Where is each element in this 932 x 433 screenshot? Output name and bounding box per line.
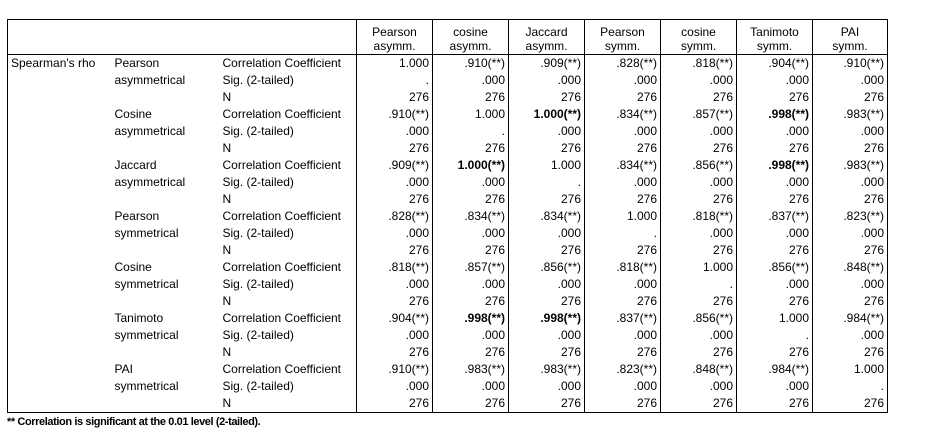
row-variable-label-line: Pearson	[114, 56, 160, 70]
column-header-line: PAI	[840, 25, 860, 39]
row-variable-label-line: PAI	[114, 362, 133, 376]
coefficient-cell: 1.000	[509, 157, 585, 174]
coefficient-cell: .904(**)	[737, 55, 813, 73]
coefficient-cell: .983(**)	[433, 361, 509, 378]
statistic-label: N	[220, 89, 357, 106]
significance-cell: .000	[661, 327, 737, 344]
statistic-label: Sig. (2-tailed)	[220, 276, 357, 293]
n-cell: 276	[585, 242, 661, 259]
coefficient-cell: 1.000	[585, 208, 661, 225]
significance-cell: .000	[509, 327, 585, 344]
statistic-label: N	[220, 293, 357, 310]
coefficient-cell: .823(**)	[585, 361, 661, 378]
coefficient-cell: .818(**)	[661, 55, 737, 73]
coefficient-cell: .983(**)	[813, 106, 888, 123]
coefficient-cell: .828(**)	[585, 55, 661, 73]
statistic-label: Sig. (2-tailed)	[220, 174, 357, 191]
coefficient-cell: .856(**)	[661, 157, 737, 174]
significance-cell: .000	[737, 378, 813, 395]
n-cell: 276	[661, 293, 737, 310]
n-cell: 276	[433, 89, 509, 106]
n-cell: 276	[813, 140, 888, 157]
statistic-label: N	[220, 242, 357, 259]
significance-cell: .000	[585, 123, 661, 140]
significance-cell: .000	[357, 276, 433, 293]
significance-cell: .000	[357, 174, 433, 191]
coefficient-cell: .983(**)	[509, 361, 585, 378]
statistic-label: Correlation Coefficient	[220, 259, 357, 276]
coefficient-cell: .823(**)	[813, 208, 888, 225]
significance-cell: .	[509, 174, 585, 191]
significance-cell: .000	[661, 123, 737, 140]
statistic-label: N	[220, 191, 357, 208]
row-variable-label-line: Cosine	[114, 260, 152, 274]
n-cell: 276	[509, 191, 585, 208]
significance-cell: .000	[585, 72, 661, 89]
coefficient-cell: .983(**)	[813, 157, 888, 174]
n-cell: 276	[357, 89, 433, 106]
coefficient-cell: .984(**)	[813, 310, 888, 327]
coefficient-cell: .834(**)	[585, 157, 661, 174]
row-variable-label-line: Jaccard	[114, 158, 157, 172]
column-header-line: symm.	[832, 39, 868, 53]
statistic-label: N	[220, 395, 357, 413]
statistic-label: Sig. (2-tailed)	[220, 72, 357, 89]
significance-cell: .000	[813, 276, 888, 293]
n-cell: 276	[813, 293, 888, 310]
significance-cell: .000	[737, 123, 813, 140]
coefficient-cell: .910(**)	[357, 361, 433, 378]
table-row	[8, 157, 888, 174]
coefficient-cell: .834(**)	[433, 208, 509, 225]
n-cell: 276	[813, 89, 888, 106]
statistic-label: N	[220, 344, 357, 361]
significance-cell: .	[661, 276, 737, 293]
significance-cell: .000	[585, 378, 661, 395]
row-variable-label-line: Tanimoto	[114, 311, 164, 325]
statistic-label: Sig. (2-tailed)	[220, 378, 357, 395]
column-header-line: Jaccard	[525, 25, 568, 39]
significance-cell: .000	[357, 225, 433, 242]
n-cell: 276	[737, 191, 813, 208]
table-row	[8, 106, 888, 123]
coefficient-cell: .984(**)	[737, 361, 813, 378]
statistic-label: N	[220, 140, 357, 157]
n-cell: 276	[737, 140, 813, 157]
coefficient-cell: .818(**)	[585, 259, 661, 276]
column-header	[661, 20, 737, 55]
column-header	[585, 20, 661, 55]
significance-cell: .000	[357, 327, 433, 344]
significance-cell: .000	[661, 174, 737, 191]
coefficient-cell: .848(**)	[813, 259, 888, 276]
significance-cell: .000	[433, 72, 509, 89]
row-variable-label	[112, 157, 220, 208]
column-header-line: asymm.	[373, 39, 416, 53]
significance-cell: .000	[357, 123, 433, 140]
column-header	[357, 20, 433, 55]
column-header	[813, 20, 888, 55]
coefficient-cell: .834(**)	[585, 106, 661, 123]
coefficient-cell: .909(**)	[509, 55, 585, 73]
significance-cell: .	[813, 378, 888, 395]
n-cell: 276	[813, 191, 888, 208]
significance-cell: .000	[509, 276, 585, 293]
significance-cell: .000	[813, 327, 888, 344]
row-variable-label-line: asymmetrical	[114, 73, 186, 87]
row-variable-label	[112, 106, 220, 157]
n-cell: 276	[661, 89, 737, 106]
coefficient-cell: .998(**)	[737, 157, 813, 174]
statistic-label: Sig. (2-tailed)	[220, 327, 357, 344]
n-cell: 276	[433, 344, 509, 361]
n-cell: 276	[433, 395, 509, 413]
coefficient-cell: .837(**)	[585, 310, 661, 327]
statistic-label: Correlation Coefficient	[220, 55, 357, 73]
significance-cell: .000	[585, 174, 661, 191]
significance-cell: .000	[433, 174, 509, 191]
n-cell: 276	[737, 293, 813, 310]
significance-cell: .000	[737, 174, 813, 191]
column-header-line: Tanimoto	[750, 25, 799, 39]
n-cell: 276	[433, 293, 509, 310]
correlation-table	[7, 19, 888, 413]
coefficient-cell: 1.000	[357, 55, 433, 73]
coefficient-cell: 1.000(**)	[433, 157, 509, 174]
coefficient-cell: .998(**)	[433, 310, 509, 327]
n-cell: 276	[433, 140, 509, 157]
significance-cell: .000	[737, 72, 813, 89]
statistic-label: Correlation Coefficient	[220, 208, 357, 225]
row-variable-label-line: Pearson	[114, 209, 160, 223]
n-cell: 276	[357, 344, 433, 361]
significance-cell: .000	[661, 72, 737, 89]
column-header	[509, 20, 585, 55]
column-header-line: cosine	[681, 25, 716, 39]
column-header	[737, 20, 813, 55]
n-cell: 276	[509, 140, 585, 157]
n-cell: 276	[433, 191, 509, 208]
coefficient-cell: .910(**)	[357, 106, 433, 123]
significance-cell: .000	[509, 225, 585, 242]
row-variable-label-line: asymmetrical	[114, 175, 186, 189]
statistic-label: Correlation Coefficient	[220, 310, 357, 327]
row-variable-label	[112, 361, 220, 413]
coefficient-cell: .909(**)	[357, 157, 433, 174]
column-header-line: asymm.	[525, 39, 568, 53]
n-cell: 276	[737, 395, 813, 413]
n-cell: 276	[661, 191, 737, 208]
coefficient-cell: 1.000	[661, 259, 737, 276]
coefficient-cell: .818(**)	[661, 208, 737, 225]
row-variable-label-line: Cosine	[114, 107, 152, 121]
coefficient-cell: .856(**)	[737, 259, 813, 276]
n-cell: 276	[737, 242, 813, 259]
n-cell: 276	[661, 140, 737, 157]
significance-cell: .000	[813, 225, 888, 242]
n-cell: 276	[357, 140, 433, 157]
significance-cell: .000	[433, 276, 509, 293]
coefficient-cell: 1.000	[433, 106, 509, 123]
n-cell: 276	[661, 344, 737, 361]
n-cell: 276	[509, 344, 585, 361]
coefficient-cell: .834(**)	[509, 208, 585, 225]
significance-cell: .000	[509, 378, 585, 395]
row-variable-label	[112, 55, 220, 107]
statistic-label: Correlation Coefficient	[220, 157, 357, 174]
column-header-line: cosine	[453, 25, 488, 39]
n-cell: 276	[585, 89, 661, 106]
row-variable-label-line: symmetrical	[114, 328, 179, 342]
coefficient-cell: .818(**)	[357, 259, 433, 276]
column-header-line: symm.	[680, 39, 717, 53]
significance-cell: .000	[433, 225, 509, 242]
n-cell: 276	[357, 242, 433, 259]
significance-cell: .000	[433, 327, 509, 344]
row-variable-label	[112, 310, 220, 361]
significance-cell: .000	[813, 72, 888, 89]
n-cell: 276	[737, 344, 813, 361]
coefficient-cell: .998(**)	[509, 310, 585, 327]
coefficient-cell: .828(**)	[357, 208, 433, 225]
n-cell: 276	[737, 89, 813, 106]
n-cell: 276	[585, 395, 661, 413]
header-row	[8, 20, 888, 55]
header-stub-blank	[8, 20, 357, 55]
corner-label: Spearman's rho	[11, 56, 96, 70]
n-cell: 276	[813, 242, 888, 259]
coefficient-cell: .848(**)	[661, 361, 737, 378]
n-cell: 276	[357, 293, 433, 310]
significance-cell: .000	[813, 123, 888, 140]
row-variable-label	[112, 208, 220, 259]
significance-cell: .000	[737, 225, 813, 242]
coefficient-cell: .856(**)	[661, 310, 737, 327]
n-cell: 276	[585, 140, 661, 157]
column-header-line: symm.	[604, 39, 641, 53]
significance-cell: .	[357, 72, 433, 89]
statistic-label: Correlation Coefficient	[220, 106, 357, 123]
n-cell: 276	[813, 344, 888, 361]
n-cell: 276	[357, 191, 433, 208]
n-cell: 276	[509, 242, 585, 259]
statistic-label: Sig. (2-tailed)	[220, 225, 357, 242]
coefficient-cell: .910(**)	[813, 55, 888, 73]
n-cell: 276	[509, 395, 585, 413]
significance-cell: .000	[661, 378, 737, 395]
n-cell: 276	[509, 293, 585, 310]
n-cell: 276	[433, 242, 509, 259]
coefficient-cell: .998(**)	[737, 106, 813, 123]
correlation-table-container	[7, 19, 888, 413]
coefficient-cell: .856(**)	[509, 259, 585, 276]
coefficient-cell: .857(**)	[661, 106, 737, 123]
table-row	[8, 259, 888, 276]
significance-cell: .000	[813, 174, 888, 191]
significance-cell: .000	[585, 276, 661, 293]
n-cell: 276	[585, 191, 661, 208]
coefficient-cell: 1.000	[737, 310, 813, 327]
n-cell: 276	[585, 293, 661, 310]
significance-cell: .	[737, 327, 813, 344]
table-row	[8, 310, 888, 327]
significance-footnote: ** Correlation is significant at the 0.01 level (2-tailed).	[7, 416, 261, 428]
coefficient-cell: .910(**)	[433, 55, 509, 73]
significance-cell: .000	[433, 378, 509, 395]
statistic-label: Correlation Coefficient	[220, 361, 357, 378]
significance-cell: .000	[585, 327, 661, 344]
n-cell: 276	[661, 395, 737, 413]
column-header-line: asymm.	[449, 39, 492, 53]
statistic-label: Sig. (2-tailed)	[220, 123, 357, 140]
significance-cell: .000	[509, 72, 585, 89]
table-row	[8, 361, 888, 378]
significance-cell: .	[433, 123, 509, 140]
significance-cell: .000	[357, 378, 433, 395]
row-variable-label-line: symmetrical	[114, 379, 179, 393]
coefficient-cell: .904(**)	[357, 310, 433, 327]
column-header-line: Pearson	[372, 25, 417, 39]
row-variable-label-line: symmetrical	[114, 226, 179, 240]
significance-cell: .000	[737, 276, 813, 293]
n-cell: 276	[509, 89, 585, 106]
n-cell: 276	[661, 242, 737, 259]
significance-cell: .000	[509, 123, 585, 140]
coefficient-cell: 1.000(**)	[509, 106, 585, 123]
coefficient-cell: .857(**)	[433, 259, 509, 276]
row-variable-label-line: asymmetrical	[114, 124, 186, 138]
n-cell: 276	[813, 395, 888, 413]
table-row	[8, 55, 888, 73]
row-variable-label	[112, 259, 220, 310]
significance-cell: .	[585, 225, 661, 242]
column-header-line: Pearson	[600, 25, 645, 39]
row-variable-label-line: symmetrical	[114, 277, 179, 291]
table-row	[8, 208, 888, 225]
n-cell: 276	[585, 344, 661, 361]
coefficient-cell: 1.000	[813, 361, 888, 378]
significance-cell: .000	[661, 225, 737, 242]
coefficient-cell: .837(**)	[737, 208, 813, 225]
n-cell: 276	[357, 395, 433, 413]
column-header-line: symm.	[756, 39, 793, 53]
column-header	[433, 20, 509, 55]
